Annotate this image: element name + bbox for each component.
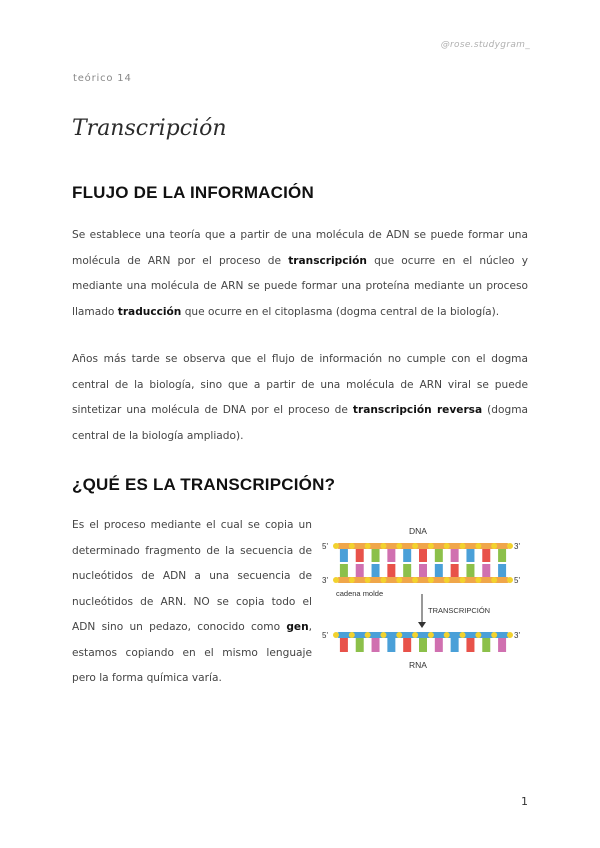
section-heading-flujo: FLUJO DE LA INFORMACIÓN [72,183,314,202]
dna-top-3-end: 3' [514,542,520,551]
rna-base [340,638,348,652]
dna-top-5-end: 5' [322,542,328,551]
paragraph-transcripcion [72,513,312,692]
dna-node-top [349,543,355,549]
dna-node-top [380,543,386,549]
rna-node [491,632,497,638]
text-span: Es el proceso mediante el cual se copia un determinado fragmento de la secuencia de nucleótidos de ADN a una secuencia de nucleótidos de ARN. NO se copia todo el ADN sino un pedazo, conocido como [72,519,312,633]
transcription-diagram [318,522,530,674]
rna-base [498,638,506,652]
dna-node-top [475,543,481,549]
dna-node-bottom [444,577,450,583]
rna-node [333,632,339,638]
dna-node-top [396,543,402,549]
section-heading-transcripcion: ¿QUÉ ES LA TRANSCRIPCIÓN? [72,475,336,494]
dna-base-top [451,548,459,562]
dna-node-top [491,543,497,549]
template-strand-label: cadena molde [336,589,384,598]
rna-base [356,638,364,652]
dna-node-bottom [396,577,402,583]
text-span: que ocurre en el citoplasma (dogma central de la biología). [181,305,500,318]
dna-base-bottom [451,564,459,578]
dna-base-top [387,548,395,562]
dna-label: DNA [409,526,427,536]
dna-base-bottom [387,564,395,578]
rna-backbone [336,632,510,638]
text-span: Se establece una teoría que a partir de una molécula de ADN se puede formar una molécula de ARN por el proceso de [72,229,528,267]
text-span: que ocurre en el núcleo y mediante una molécula de ARN se puede formar una proteína mediante un proceso llamado [72,254,528,318]
transcription-label: TRANSCRIPCIÓN [428,606,491,615]
rna-node [396,632,402,638]
dna-bottom-5-end: 5' [514,576,520,585]
dna-base-bottom [435,564,443,578]
page-number: 1 [521,795,528,808]
dna-base-bottom [482,564,490,578]
dna-node-top [333,543,339,549]
rna-5-end: 5' [322,631,328,640]
rna-base [451,638,459,652]
dna-node-bottom [475,577,481,583]
rna-base [435,638,443,652]
dna-node-bottom [507,577,513,583]
dna-backbone-top [336,543,510,549]
rna-node [365,632,371,638]
dna-base-bottom [419,564,427,578]
dna-base-bottom [466,564,474,578]
dna-base-bottom [356,564,364,578]
rna-base [372,638,380,652]
term-gen: gen [286,621,309,633]
dna-base-top [403,548,411,562]
text-span: Años más tarde se observa que el flujo de información no cumple con el dogma central de la biología, sino que a partir de una molécula de ARN viral se puede sintetizar una molécula de DNA por el proceso de [72,353,528,416]
rna-node [428,632,434,638]
dna-base-bottom [372,564,380,578]
dna-base-top [466,548,474,562]
rna-base [482,638,490,652]
dna-node-bottom [365,577,371,583]
rna-base [387,638,395,652]
dna-base-top [356,548,364,562]
dna-node-top [365,543,371,549]
rna-node [460,632,466,638]
dna-node-top [412,543,418,549]
rna-3-end: 3' [514,631,520,640]
term-transcripcion: transcripción [288,254,367,267]
text-span: , estamos copiando en el mismo lenguaje pero la forma química varía. [72,621,312,684]
dna-node-bottom [349,577,355,583]
term-transcripcion-reversa: transcripción reversa [352,404,483,416]
dna-node-bottom [460,577,466,583]
dna-backbone-bottom [336,577,510,583]
dna-node-top [460,543,466,549]
dna-base-top [435,548,443,562]
rna-base [403,638,411,652]
dna-base-top [482,548,490,562]
dna-node-top [507,543,513,549]
dna-base-top [419,548,427,562]
dna-base-top [372,548,380,562]
paragraph-flujo-1 [72,223,528,325]
watermark: @rose.studygram_ [440,40,530,50]
dna-node-bottom [412,577,418,583]
dna-node-top [444,543,450,549]
rna-node [349,632,355,638]
rna-base [466,638,474,652]
lecture-label: teórico 14 [73,73,132,84]
page-title: Transcripción [72,116,227,141]
rna-node [475,632,481,638]
rna-label: RNA [409,660,427,670]
rna-base [419,638,427,652]
dna-base-top [498,548,506,562]
paragraph-flujo-2 [72,347,528,449]
dna-node-bottom [428,577,434,583]
dna-base-bottom [403,564,411,578]
rna-node [444,632,450,638]
arrow-down-icon [418,622,426,628]
rna-node [380,632,386,638]
rna-node [412,632,418,638]
dna-node-top [428,543,434,549]
dna-bottom-3-end: 3' [322,576,328,585]
dna-node-bottom [380,577,386,583]
dna-node-bottom [333,577,339,583]
dna-node-bottom [491,577,497,583]
transcription-diagram-svg [318,522,530,674]
dna-base-bottom [498,564,506,578]
text-span: (dogma central de la biología ampliado). [72,404,529,442]
dna-base-bottom [340,564,348,578]
term-traduccion: traducción [117,305,182,318]
rna-node [507,632,513,638]
dna-base-top [340,548,348,562]
